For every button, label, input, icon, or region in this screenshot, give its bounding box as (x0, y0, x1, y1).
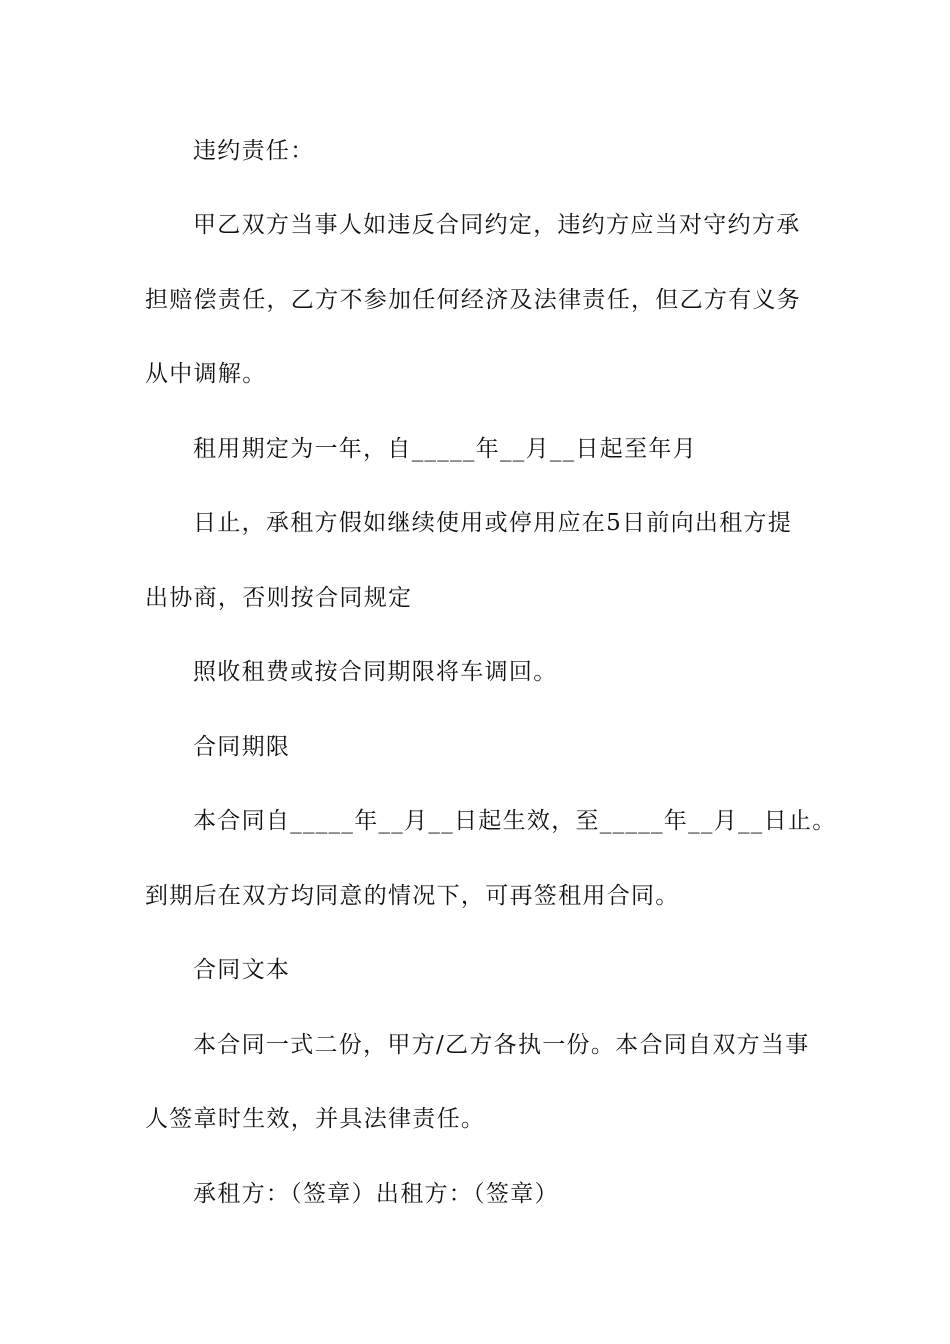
paragraph-line: 到期后在双方均同意的情况下，可再签租用合同。 (145, 883, 680, 909)
section-heading-term: 合同期限 (193, 734, 291, 760)
paragraph-line: 从中调解。 (145, 361, 267, 387)
paragraph-line: 甲乙双方当事人如违反合同约定，违约方应当对守约方承 (193, 212, 801, 238)
section-heading-breach: 违约责任： (193, 138, 315, 164)
paragraph-line: 担赔偿责任，乙方不参加任何经济及法律责任，但乙方有义务 (145, 287, 802, 313)
paragraph-line: 照收租费或按合同期限将车调回。 (193, 659, 558, 685)
paragraph-line: 人签章时生效，并具法律责任。 (145, 1106, 486, 1132)
section-heading-contract-text: 合同文本 (193, 957, 291, 983)
paragraph-line: 租用期定为一年，自_____年__月__日起至年月 (193, 436, 697, 462)
paragraph-line: 本合同一式二份，甲方/乙方各执一份。本合同自双方当事 (193, 1032, 810, 1058)
paragraph-line: 出协商，否则按合同规定 (145, 585, 413, 611)
paragraph-line: 本合同自_____年__月__日起生效，至_____年__月__日止。 (193, 808, 837, 834)
signature-line: 承租方：（签章）出租方：（签章） (193, 1181, 559, 1207)
paragraph-line: 日止，承租方假如继续使用或停用应在5日前向出租方提 (193, 510, 793, 536)
